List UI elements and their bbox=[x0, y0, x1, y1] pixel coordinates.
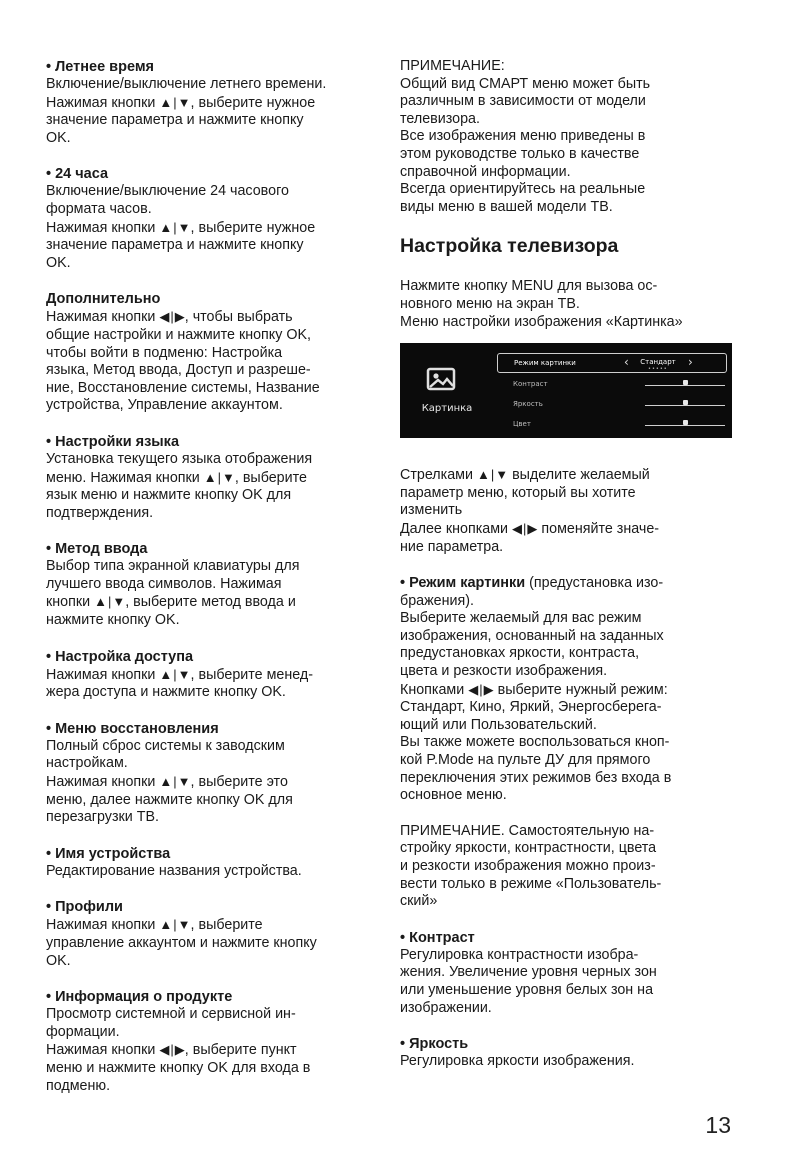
tv-menu-row-value: Стандарт bbox=[640, 358, 676, 367]
line-text: , выберите нужное bbox=[190, 219, 316, 236]
up-down-arrows-icon: ▲|▼ bbox=[94, 594, 126, 610]
text-line: жения. Увеличение уровня черных зон bbox=[400, 964, 657, 981]
line-text: , выберите bbox=[234, 469, 307, 486]
text-line: управление аккаунтом и нажмите кнопку bbox=[46, 935, 317, 951]
intro-line: Нажмите кнопку MENU для вызова ос- bbox=[400, 278, 658, 295]
tv-picture-menu-image bbox=[400, 343, 732, 438]
text-line: переключения этих режимов без входа в bbox=[400, 769, 672, 786]
line-text: Нажимая кнопки bbox=[46, 1042, 160, 1059]
note-line: ПРИМЕЧАНИЕ: bbox=[400, 58, 505, 74]
text-line: меню, далее нажмите кнопку OK для bbox=[46, 791, 293, 808]
text-line: лучшего ввода символов. Нажимая bbox=[46, 575, 282, 592]
settings-section bbox=[46, 845, 381, 881]
text-line: язык меню и нажмите кнопку OK для bbox=[46, 487, 292, 504]
line-text: меню. Нажимая кнопки bbox=[46, 469, 204, 486]
arrow-instruction-line bbox=[46, 469, 381, 488]
line-text: Нажимая кнопки bbox=[46, 917, 160, 934]
mode-dots-icon: ••••• bbox=[648, 366, 668, 373]
picture-icon bbox=[426, 367, 456, 391]
text-line: формации. bbox=[46, 1023, 120, 1040]
text-line: параметр меню, который вы хотите bbox=[400, 484, 636, 501]
note-line: ПРИМЕЧАНИЕ. Самостоятельную на- bbox=[400, 822, 655, 839]
note-general bbox=[400, 58, 740, 216]
brightness-section bbox=[400, 1035, 740, 1071]
section-heading: • Настройка доступа bbox=[46, 648, 194, 665]
tv-menu-row-label: Режим картинки bbox=[514, 359, 576, 368]
note-line: Всегда ориентируйтесь на реальные bbox=[400, 181, 646, 198]
text-line: Регулировка контрастности изобра- bbox=[400, 946, 639, 963]
line-text: Стрелками bbox=[400, 467, 477, 484]
tv-menu-category-panel bbox=[400, 343, 490, 438]
arrow-instruction-line bbox=[46, 593, 381, 612]
note-line: и резкости изображения можно произ- bbox=[400, 858, 656, 874]
line-text: , выберите это bbox=[190, 774, 288, 791]
line-text: , выберите метод ввода и bbox=[125, 594, 296, 611]
line-text: , выберите менед- bbox=[190, 666, 313, 683]
text-line: формата часов. bbox=[46, 200, 152, 217]
text-line: предустановках яркости, контраста, bbox=[400, 645, 640, 662]
settings-section bbox=[46, 290, 381, 415]
text-line: перезагрузки ТВ. bbox=[46, 809, 159, 826]
note-line: Общий вид СМАРТ меню может быть bbox=[400, 75, 651, 92]
slider-knob bbox=[683, 380, 688, 385]
up-down-arrows-icon: ▲|▼ bbox=[159, 666, 191, 682]
settings-section bbox=[46, 720, 381, 827]
text-line: жера доступа и нажмите кнопку OK. bbox=[46, 684, 286, 701]
settings-section bbox=[46, 988, 381, 1095]
line-text: поменяйте значе- bbox=[537, 520, 660, 537]
picture-mode-title: • Режим картинки bbox=[400, 575, 526, 592]
note-line: Все изображения меню приведены в bbox=[400, 128, 646, 145]
brightness-title: • Яркость bbox=[400, 1036, 469, 1053]
text-line: чтобы войти в подменю: Настройка bbox=[46, 344, 283, 361]
text-line: Включение/выключение 24 часового bbox=[46, 183, 289, 200]
text-line: Вы также можете воспользоваться кноп- bbox=[400, 734, 670, 751]
note-line: ский» bbox=[400, 893, 438, 910]
text-line: подменю. bbox=[46, 1077, 111, 1094]
up-down-arrows-icon: ▲|▼ bbox=[203, 469, 235, 485]
tv-menu-row-label: Цвет bbox=[513, 420, 531, 429]
arrow-instruction-line bbox=[46, 1041, 381, 1060]
text-line: основное меню. bbox=[400, 787, 507, 804]
line-text: Нажимая кнопки bbox=[46, 94, 160, 111]
line-text: , выберите пункт bbox=[184, 1042, 297, 1059]
intro-line: Меню настройки изображения «Картинка» bbox=[400, 313, 683, 330]
line-text: Кнопками bbox=[400, 681, 469, 698]
text-line: ние, Восстановление системы, Название bbox=[46, 379, 320, 396]
text-line: Установка текущего языка отображения bbox=[46, 450, 313, 467]
line-text: , выберите bbox=[190, 917, 263, 934]
note-line: этом руководстве только в качестве bbox=[400, 145, 640, 162]
up-down-arrows-icon: ▲|▼ bbox=[159, 917, 191, 933]
text-line: общие настройки и нажмите кнопку OK, bbox=[46, 326, 311, 343]
text-line: Включение/выключение летнего времени. bbox=[46, 76, 327, 92]
note-line: различным в зависимости от модели bbox=[400, 93, 646, 110]
note-line: справочной информации. bbox=[400, 163, 571, 180]
settings-section bbox=[46, 648, 381, 702]
section-heading: • Летнее время bbox=[46, 59, 154, 75]
section-title: Настройка телевизора bbox=[400, 235, 619, 258]
arrow-instruction-line bbox=[46, 219, 381, 238]
line-text: Далее кнопками bbox=[400, 520, 513, 537]
text-line: OK. bbox=[46, 254, 71, 271]
after-menu-text bbox=[400, 466, 740, 556]
text-line: OK. bbox=[46, 129, 71, 146]
tv-menu-slider bbox=[645, 385, 725, 386]
text-line: изменить bbox=[400, 502, 463, 519]
note-line: вести только в режиме «Пользователь- bbox=[400, 875, 662, 892]
text-line: устройства, Управление аккаунтом. bbox=[46, 397, 283, 414]
section-heading: • Профили bbox=[46, 899, 123, 916]
slider-knob bbox=[683, 400, 688, 405]
line-text: кнопки bbox=[46, 594, 95, 611]
line-text: , чтобы выбрать bbox=[184, 309, 293, 326]
text-line: ние параметра. bbox=[400, 538, 504, 555]
arrow-instruction-line bbox=[46, 666, 381, 685]
line-text: Нажимая кнопки bbox=[46, 309, 160, 326]
left-column bbox=[46, 58, 381, 1113]
tv-menu-slider bbox=[645, 425, 725, 426]
intro-text bbox=[400, 278, 740, 331]
text-line: Просмотр системной и сервисной ин- bbox=[46, 1006, 296, 1023]
section-heading: • Меню восстановления bbox=[46, 720, 219, 737]
text-line: Регулировка яркости изображения. bbox=[400, 1053, 635, 1070]
text-line: Редактирование названия устройства. bbox=[46, 862, 302, 879]
line-text: , выберите нужное bbox=[190, 94, 316, 111]
text-line: OK. bbox=[46, 952, 71, 969]
section-heading: • 24 часа bbox=[46, 166, 109, 183]
note-line: телевизора. bbox=[400, 110, 480, 127]
left-right-arrows-icon: ◀|▶ bbox=[512, 520, 538, 536]
settings-section bbox=[46, 58, 381, 147]
up-down-arrows-icon: ▲|▼ bbox=[159, 219, 191, 235]
settings-section bbox=[46, 540, 381, 629]
arrow-instruction-line bbox=[400, 520, 740, 539]
text-line: изображении. bbox=[400, 999, 492, 1016]
text-line: подтверждения. bbox=[46, 504, 154, 521]
section-heading: • Метод ввода bbox=[46, 541, 148, 558]
contrast-section bbox=[400, 929, 740, 1017]
tv-menu-row-label: Контраст bbox=[513, 380, 548, 389]
settings-section bbox=[46, 433, 381, 522]
text-line: или уменьшение уровня белых зон на bbox=[400, 981, 654, 998]
chevron-left-icon: ‹ bbox=[624, 355, 629, 370]
text-line: ющий или Пользовательский. bbox=[400, 716, 597, 733]
arrow-instruction-line bbox=[46, 94, 381, 113]
tv-menu-row bbox=[497, 395, 725, 413]
arrow-instruction-line bbox=[46, 916, 381, 935]
page-number: 13 bbox=[705, 1112, 731, 1138]
settings-section bbox=[46, 898, 381, 970]
text-line: Стандарт, Кино, Яркий, Энергосберега- bbox=[400, 699, 662, 716]
text-line: кой P.Mode на пульте ДУ для прямого bbox=[400, 752, 651, 769]
picture-mode-title-rest: (предустановка изо- bbox=[525, 575, 664, 592]
up-down-arrows-icon: ▲|▼ bbox=[159, 94, 191, 110]
left-right-arrows-icon: ◀|▶ bbox=[159, 309, 185, 325]
text-line: значение параметра и нажмите кнопку bbox=[46, 112, 304, 129]
picture-mode-section bbox=[400, 574, 740, 805]
section-heading: • Настройки языка bbox=[46, 433, 180, 450]
text-line: бражения). bbox=[400, 592, 474, 609]
tv-menu-category-label: Картинка bbox=[421, 403, 473, 415]
chevron-right-icon: › bbox=[688, 355, 693, 370]
arrow-instruction-line bbox=[400, 466, 740, 485]
section-heading: • Имя устройства bbox=[46, 845, 171, 862]
text-line: настройкам. bbox=[46, 755, 128, 772]
tv-menu-slider bbox=[645, 405, 725, 406]
text-line: значение параметра и нажмите кнопку bbox=[46, 237, 304, 254]
arrow-instruction-line bbox=[46, 308, 381, 327]
tv-menu-row bbox=[497, 415, 725, 433]
tv-menu-row bbox=[497, 375, 725, 393]
text-line: Выберите желаемый для вас режим bbox=[400, 610, 642, 627]
line-text: выберите нужный режим: bbox=[493, 681, 668, 698]
right-column bbox=[400, 58, 740, 1089]
intro-line: новного меню на экран ТВ. bbox=[400, 295, 580, 312]
slider-knob bbox=[683, 420, 688, 425]
left-right-arrows-icon: ◀|▶ bbox=[468, 681, 494, 697]
line-text: Нажимая кнопки bbox=[46, 666, 160, 683]
section-heading: Дополнительно bbox=[46, 291, 161, 308]
text-line: Полный сброс системы к заводским bbox=[46, 737, 285, 754]
line-text: выделите желаемый bbox=[508, 467, 650, 484]
line-text: Нажимая кнопки bbox=[46, 219, 160, 236]
tv-menu-row-label: Яркость bbox=[513, 400, 543, 409]
text-line: меню и нажмите кнопку OK для входа в bbox=[46, 1059, 311, 1076]
text-line: Выбор типа экранной клавиатуры для bbox=[46, 558, 300, 575]
section-heading: • Информация о продукте bbox=[46, 989, 233, 1006]
text-line: языка, Метод ввода, Доступ и разреше- bbox=[46, 362, 311, 379]
text-line: нажмите кнопку OK. bbox=[46, 612, 180, 629]
note-user-mode bbox=[400, 823, 740, 911]
arrow-instruction-line bbox=[400, 681, 740, 700]
up-down-arrows-icon: ▲|▼ bbox=[476, 467, 509, 483]
arrow-instruction-line bbox=[46, 773, 381, 792]
text-line: изображения, основанный на заданных bbox=[400, 627, 664, 644]
settings-section bbox=[46, 165, 381, 272]
up-down-arrows-icon: ▲|▼ bbox=[159, 774, 191, 790]
line-text: Нажимая кнопки bbox=[46, 774, 160, 791]
tv-menu-row bbox=[497, 353, 727, 373]
note-line: стройку яркости, контрастности, цвета bbox=[400, 840, 657, 857]
left-right-arrows-icon: ◀|▶ bbox=[159, 1042, 185, 1058]
contrast-title: • Контраст bbox=[400, 929, 475, 946]
text-line: цвета и резкости изображения. bbox=[400, 663, 608, 680]
note-line: виды меню в вашей модели ТВ. bbox=[400, 198, 613, 215]
